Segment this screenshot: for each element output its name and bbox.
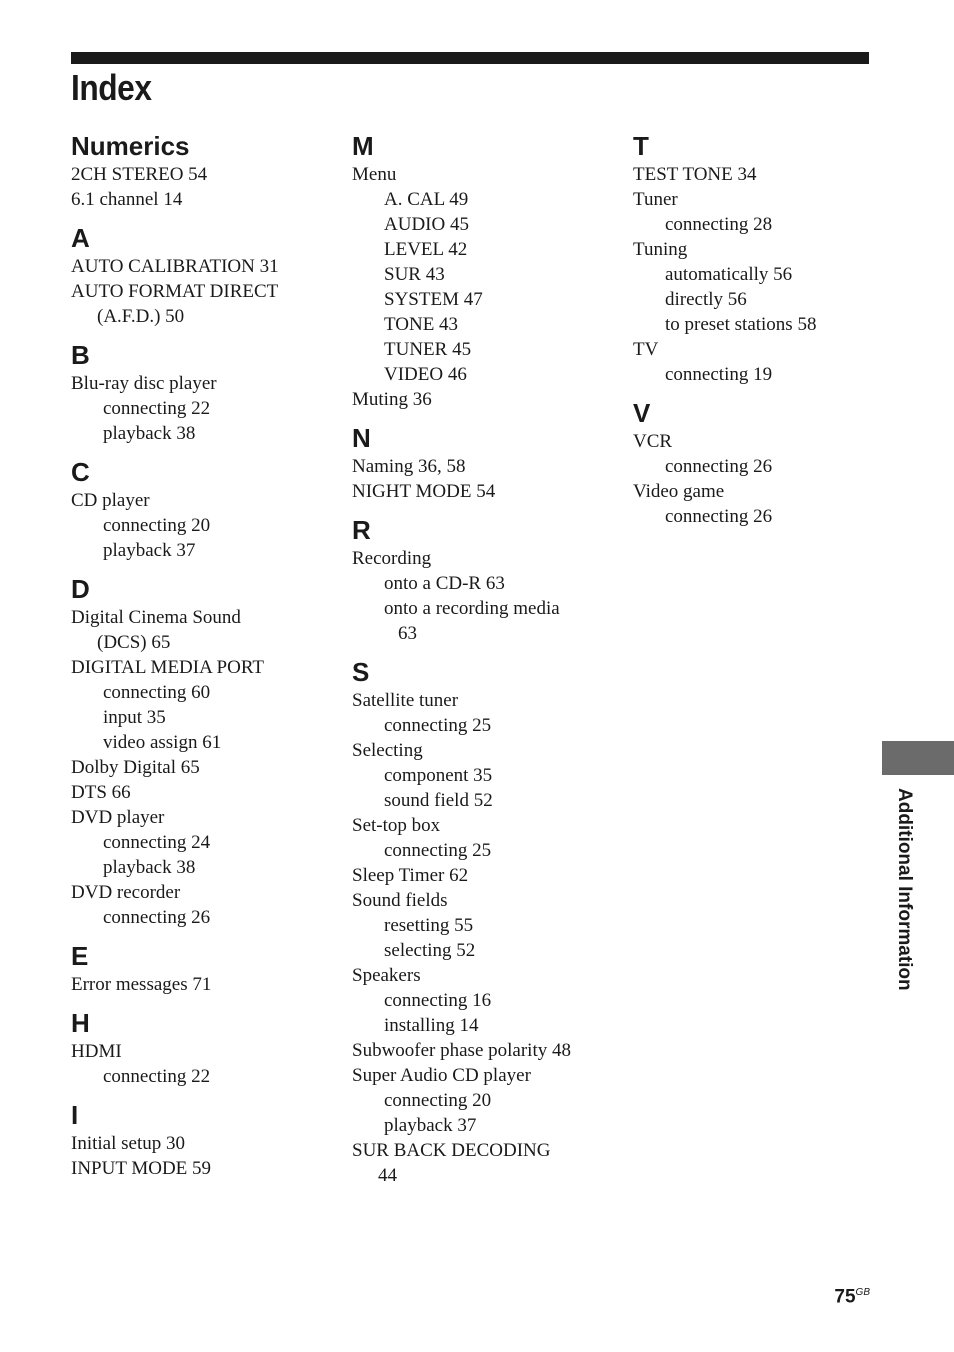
index-subentry: connecting 16 [384,990,492,1011]
index-section [71,126,341,212]
index-entry: Naming 36, 58 [352,456,466,477]
section-heading: B [71,340,90,370]
index-subentry: SYSTEM 47 [384,289,483,310]
index-entry: (DCS) 65 [97,632,171,653]
index-subentry: connecting 22 [103,1066,211,1087]
index-entry: 2CH STEREO 54 [71,164,208,185]
index-entry: SUR BACK DECODING [352,1140,551,1161]
index-subentry: input 35 [103,707,166,728]
page-number [834,1281,870,1309]
index-entry: TV [633,339,659,360]
index-subentry: TUNER 45 [384,339,472,360]
index-subentry: connecting 25 [384,840,492,861]
index-entry: DVD recorder [71,882,181,903]
index-subentry: sound field 52 [384,790,493,811]
index-entry: DIGITAL MEDIA PORT [71,657,264,678]
index-subentry: automatically 56 [665,264,793,285]
index-entry: Set-top box [352,815,441,836]
index-section [71,218,341,329]
index-entry: VCR [633,431,673,452]
index-section [71,569,341,930]
page-number-suffix: GB [855,1287,870,1298]
index-column-3 [633,126,903,535]
index-subentry: playback 38 [103,857,196,878]
index-entry: Sleep Timer 62 [352,865,469,886]
index-subentry: connecting 26 [665,456,773,477]
index-subentry: connecting 24 [103,832,211,853]
index-subentry: selecting 52 [384,940,476,961]
index-subentry: A. CAL 49 [384,189,469,210]
index-entry: Initial setup 30 [71,1133,185,1154]
index-subentry: connecting 60 [103,682,211,703]
index-subentry: to preset stations 58 [665,314,817,335]
index-entry: Satellite tuner [352,690,459,711]
index-subentry: 63 [398,623,417,644]
section-heading: Numerics [71,131,190,161]
index-entry: Blu-ray disc player [71,373,217,394]
index-entry: Speakers [352,965,421,986]
index-section [71,1003,341,1089]
index-entry: 44 [378,1165,397,1186]
index-entry: AUTO FORMAT DIRECT [71,281,279,302]
page-title: Index [71,67,152,108]
index-subentry: SUR 43 [384,264,445,285]
index-entry: Dolby Digital 65 [71,757,200,778]
side-section-label: Additional Information [894,788,915,991]
index-entry: Recording [352,548,432,569]
index-section [71,335,341,446]
index-subentry: AUDIO 45 [384,214,469,235]
top-rule [71,52,869,64]
section-heading: H [71,1008,90,1038]
section-heading: D [71,574,90,604]
section-heading: C [71,457,90,487]
index-section [633,126,903,387]
index-entry: 6.1 channel 14 [71,189,183,210]
index-subentry: video assign 61 [103,732,222,753]
index-subentry: resetting 55 [384,915,474,936]
index-subentry: LEVEL 42 [384,239,468,260]
section-heading: R [352,515,371,545]
index-entry: Digital Cinema Sound [71,607,241,628]
index-subentry: connecting 20 [103,515,211,536]
index-entry: NIGHT MODE 54 [352,481,496,502]
section-heading: T [633,131,649,161]
section-heading: I [71,1100,79,1130]
index-entry: DTS 66 [71,782,131,803]
index-subentry: playback 37 [384,1115,477,1136]
index-subentry: connecting 28 [665,214,773,235]
index-subentry: TONE 43 [384,314,459,335]
index-subentry: onto a CD-R 63 [384,573,505,594]
section-heading: M [352,131,374,161]
index-subentry: connecting 26 [103,907,211,928]
index-subentry: connecting 22 [103,398,211,419]
index-column-1 [71,126,341,1187]
index-subentry: component 35 [384,765,493,786]
section-heading: V [633,398,651,428]
index-entry: Sound fields [352,890,448,911]
index-subentry: installing 14 [384,1015,479,1036]
index-entry: CD player [71,490,150,511]
index-column-2 [352,126,622,1194]
index-entry: Video game [633,481,725,502]
section-heading: N [352,423,371,453]
index-entry: Subwoofer phase polarity 48 [352,1040,571,1061]
index-entry: Tuner [633,189,678,210]
index-section [352,652,622,1188]
section-heading: E [71,941,89,971]
index-section [71,936,341,997]
index-entry: DVD player [71,807,165,828]
index-section [71,452,341,563]
section-tab-marker [882,741,954,775]
index-entry: Super Audio CD player [352,1065,531,1086]
index-entry: Tuning [633,239,688,260]
index-section [352,510,622,646]
index-entry: TEST TONE 34 [633,164,757,185]
index-entry: Error messages 71 [71,974,212,995]
index-subentry: playback 37 [103,540,196,561]
index-entry: (A.F.D.) 50 [97,306,185,327]
page-number-value: 75 [834,1286,856,1308]
index-subentry: VIDEO 46 [384,364,467,385]
index-subentry: connecting 19 [665,364,773,385]
index-subentry: connecting 20 [384,1090,492,1111]
index-subentry: directly 56 [665,289,747,310]
index-entry: Menu [352,164,397,185]
index-section [352,418,622,504]
section-heading: S [352,657,370,687]
index-subentry: connecting 25 [384,715,492,736]
section-heading: A [71,223,90,253]
index-entry: Selecting [352,740,423,761]
index-entry: AUTO CALIBRATION 31 [71,256,279,277]
index-subentry: playback 38 [103,423,196,444]
index-subentry: onto a recording media [384,598,560,619]
index-subentry: connecting 26 [665,506,773,527]
index-section [352,126,622,412]
index-entry: Muting 36 [352,389,432,410]
index-entry: HDMI [71,1041,122,1062]
index-section [633,393,903,529]
index-entry: INPUT MODE 59 [71,1158,212,1179]
index-section [71,1095,341,1181]
